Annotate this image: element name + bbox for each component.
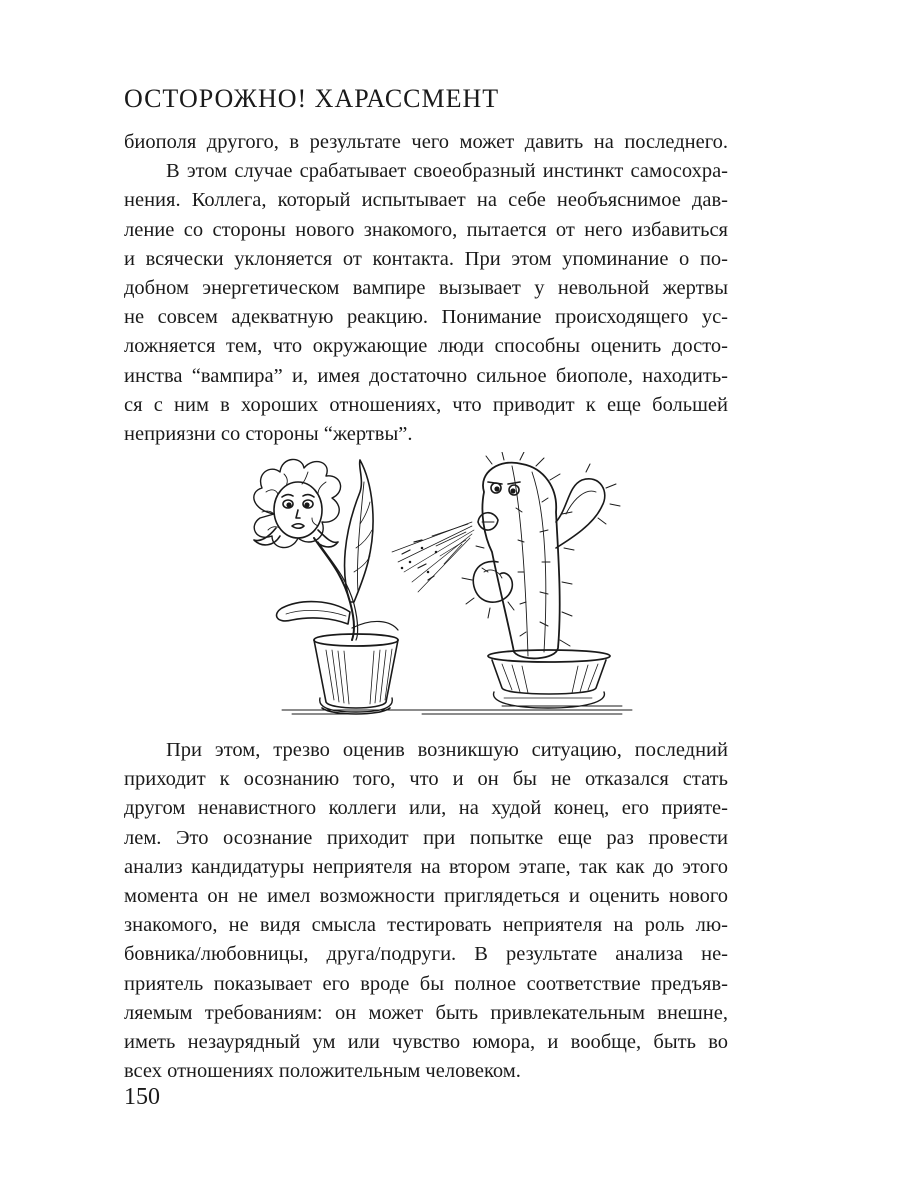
text-line: ся с ним в хороших отношениях, что приводит к еще большей	[124, 393, 728, 416]
cactus-character	[462, 452, 620, 658]
text-line: добном энергетическом вампире вызывает у невольной жертвы	[124, 276, 728, 299]
text-line: неприязни со стороны “жертвы”.	[124, 422, 413, 445]
text-line: ложняется тем, что окружающие люди способны оценить досто-	[124, 335, 728, 358]
text-line: не совсем адекватную реакцию. Понимание происходящего ус-	[124, 306, 728, 329]
text-line: биополя другого, в результате чего может давить на последнего.	[124, 131, 728, 153]
spray-lines	[392, 522, 474, 592]
text-line: бовника/любовницы, друга/подруги. В результате анализа не-	[124, 943, 728, 966]
text-line: ляемым требованиям: он может быть привлекательным внешне,	[124, 1001, 728, 1024]
text-line: момента он не имел возможности приглядеться и оценить нового	[124, 884, 728, 907]
text-line: знакомого, не видя смысла тестировать неприятеля на роль лю-	[124, 914, 728, 937]
flower-character	[254, 459, 398, 640]
text-line: ление со стороны нового знакомого, пытается от него избавиться	[124, 218, 728, 241]
running-head: ОСТОРОЖНО! ХАРАССМЕНТ	[124, 84, 500, 113]
text-line: иметь незаурядный ум или чувство юмора, и вообще, быть во	[124, 1030, 728, 1053]
text-line: и всячески уклоняется от контакта. При этом упоминание о по-	[124, 247, 728, 270]
paragraph-2	[124, 736, 728, 1086]
text-line: другом ненавистного коллеги или, на худой конец, его приятe-	[124, 797, 728, 820]
cactus-pot	[488, 650, 610, 708]
text-line: приятель показывает его вроде бы полное соответствие предъяв-	[124, 972, 728, 995]
flower-pot	[314, 634, 398, 714]
pot-hatching	[326, 649, 392, 704]
text-line: всех отношениях положительным человеком.	[124, 1060, 521, 1083]
flower-and-cactus-illustration	[222, 452, 640, 724]
text-line: инства “вампира” и, имея достаточно сильное биополе, находить-	[124, 364, 728, 387]
text-line: В этом случае срабатывает своеобразный инстинкт самосохра-	[166, 160, 728, 183]
text-line: анализ кандидатуры неприятеля на втором этапе, так как до этого	[124, 855, 728, 878]
paragraph-1	[124, 128, 728, 449]
text-line: нения. Коллега, который испытывает на себе необъяснимое дав-	[124, 189, 728, 212]
text-line: приходит к осознанию того, что и он бы не отказался стать	[124, 768, 728, 791]
text-line: При этом, трезво оценив возникшую ситуацию, последний	[166, 739, 728, 761]
text-line: лем. Это осознание приходит при попытке еще раз провести	[124, 826, 728, 849]
page-number: 150	[124, 1084, 160, 1110]
